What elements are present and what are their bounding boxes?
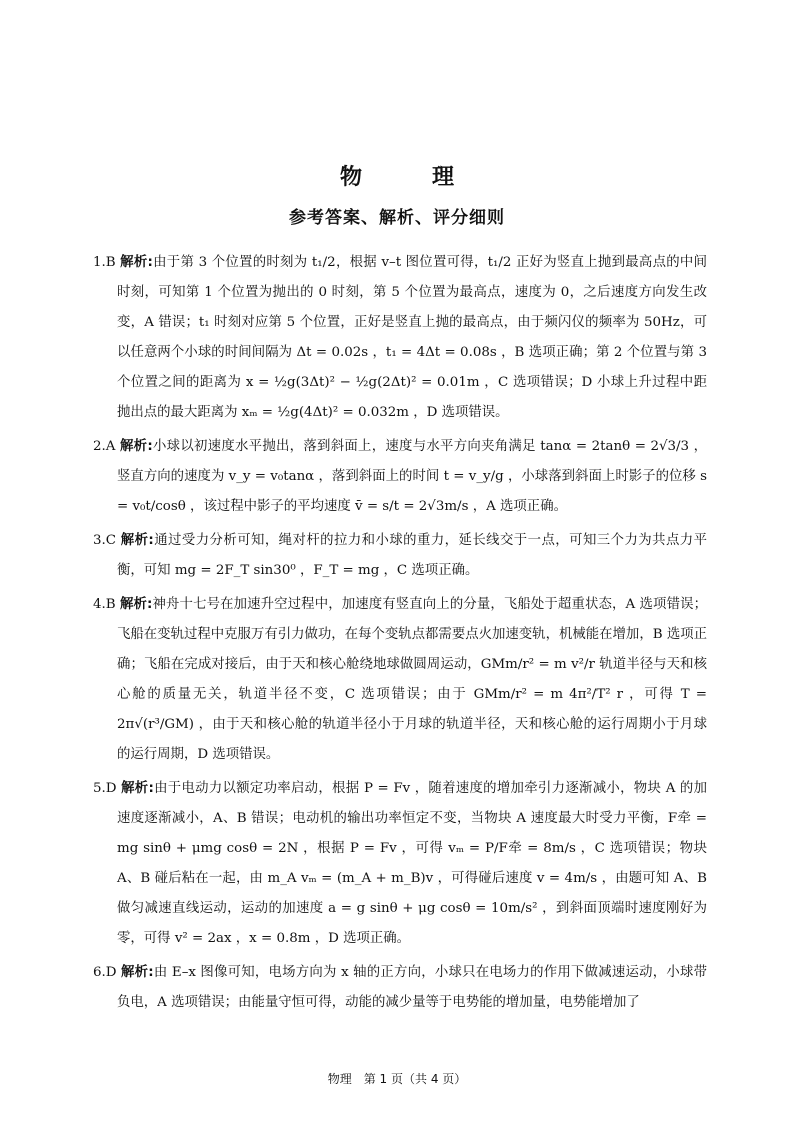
answer-text: 由 E–x 图像可知，电场方向为 x 轴的正方向，小球只在电场力的作用下做减速运动，小球带负电，A 选项错误；由能量守恒可得，动能的减少量等于电势能的增加量，电势能增加了 <box>117 965 707 1010</box>
answer-number: 6.D <box>93 965 117 980</box>
answer-list <box>93 248 707 1022</box>
answer-number: 2.A <box>93 439 116 454</box>
answer-number: 3.C <box>93 533 117 548</box>
answer-item-2 <box>93 432 707 522</box>
answer-number: 1.B <box>93 255 116 270</box>
analysis-label: 解析: <box>120 439 153 454</box>
page-footer: 物理 第 1 页（共 4 页） <box>327 1072 467 1086</box>
answer-text: 由于第 3 个位置的时刻为 t₁/2，根据 v–t 图位置可得，t₁/2 正好为竖直上抛到最高点的中间时刻，可知第 1 个位置为抛出的 0 时刻，第 5 个位置为最高点，速度为 0，之后速度方向发生改变，A 错误；t₁ 时刻对应第 5 个位置，正好是竖直上抛的最高点，由于频闪仪的频率为 50Hz，可以任意两个小球的时间间隔为 Δt = 0.02s ，t₁ = 4Δt = 0.08s ，B 选项正确；第 2 个位置与第 3 个位置之间的距离为 x = ½g(3Δt)² − ½g(2Δt)² = 0.01m ，C 选项错误；D 小球上升过程中距抛出点的最大距离为 xₘ = ½g(4Δt)² = 0.032m ，D 选项错误。 <box>117 255 707 420</box>
answer-text: 由于电动力以额定功率启动，根据 P = Fv ，随着速度的增加牵引力逐渐减小，物块 A 的加速度逐渐减小，A、B 错误；电动机的输出功率恒定不变，当物块 A 速度最大时受力平衡，F牵 = mg sinθ + μmg cosθ = 2N ，根据 P = Fv ，可得 vₘ = P/F牵 = 8m/s ，C 选项错误；物块 A、B 碰后粘在一起，由 m_A vₘ = (m_A + m_B)v ，可得碰后速度 v = 4m/s ，由题可知 A、B 做匀减速直线运动，运动的加速度 a = g sinθ + μg cosθ = 10m/s² ，到斜面顶端时速度刚好为零，可得 v² = 2ax ，x = 0.8m ，D 选项正确。 <box>117 781 707 946</box>
analysis-label: 解析: <box>120 597 153 612</box>
analysis-label: 解析: <box>121 781 154 796</box>
page-subtitle: 参考答案、解析、评分细则 <box>289 208 505 228</box>
analysis-label: 解析: <box>120 255 153 270</box>
answer-text: 神舟十七号在加速升空过程中，加速度有竖直向上的分量，飞船处于超重状态，A 选项错误；飞船在变轨过程中克服万有引力做功，在每个变轨点都需要点火加速变轨，机械能在增加，B 选项正确；飞船在完成对接后，由于天和核心舱绕地球做圆周运动，GMm/r² = m v²/r 轨道半径与天和核心舱的质量无关，轨道半径不变，C 选项错误；由于 GMm/r² = m 4π²/T² r ，可得 T = 2π√(r³/GM) ，由于天和核心舱的轨道半径小于月球的轨道半径，天和核心舱的运行周期小于月球的运行周期，D 选项错误。 <box>117 597 707 762</box>
page-title: 物 理 <box>339 165 478 190</box>
answer-item-6 <box>93 958 707 1018</box>
answer-item-5 <box>93 774 707 954</box>
answer-text: 通过受力分析可知，绳对杆的拉力和小球的重力，延长线交于一点，可知三个力为共点力平衡，可知 mg = 2F_T sin30⁰ ，F_T = mg ，C 选项正确。 <box>117 533 708 578</box>
answer-text: 小球以初速度水平抛出，落到斜面上，速度与水平方向夹角满足 tanα = 2tanθ = 2√3/3 ，竖直方向的速度为 v_y = v₀tanα ，落到斜面上的时间 t = v_y/g ，小球落到斜面上时影子的位移 s = v₀t/cosθ ，该过程中影子的平均速度 v̄ = s/t = 2√3m/s ，A 选项正确。 <box>117 439 707 514</box>
analysis-label: 解析: <box>121 965 154 980</box>
answer-item-4 <box>93 590 707 770</box>
answer-item-3 <box>93 526 707 586</box>
answer-item-1 <box>93 248 707 428</box>
answer-number: 4.B <box>93 597 116 612</box>
answer-number: 5.D <box>93 781 117 796</box>
analysis-label: 解析: <box>120 533 154 548</box>
